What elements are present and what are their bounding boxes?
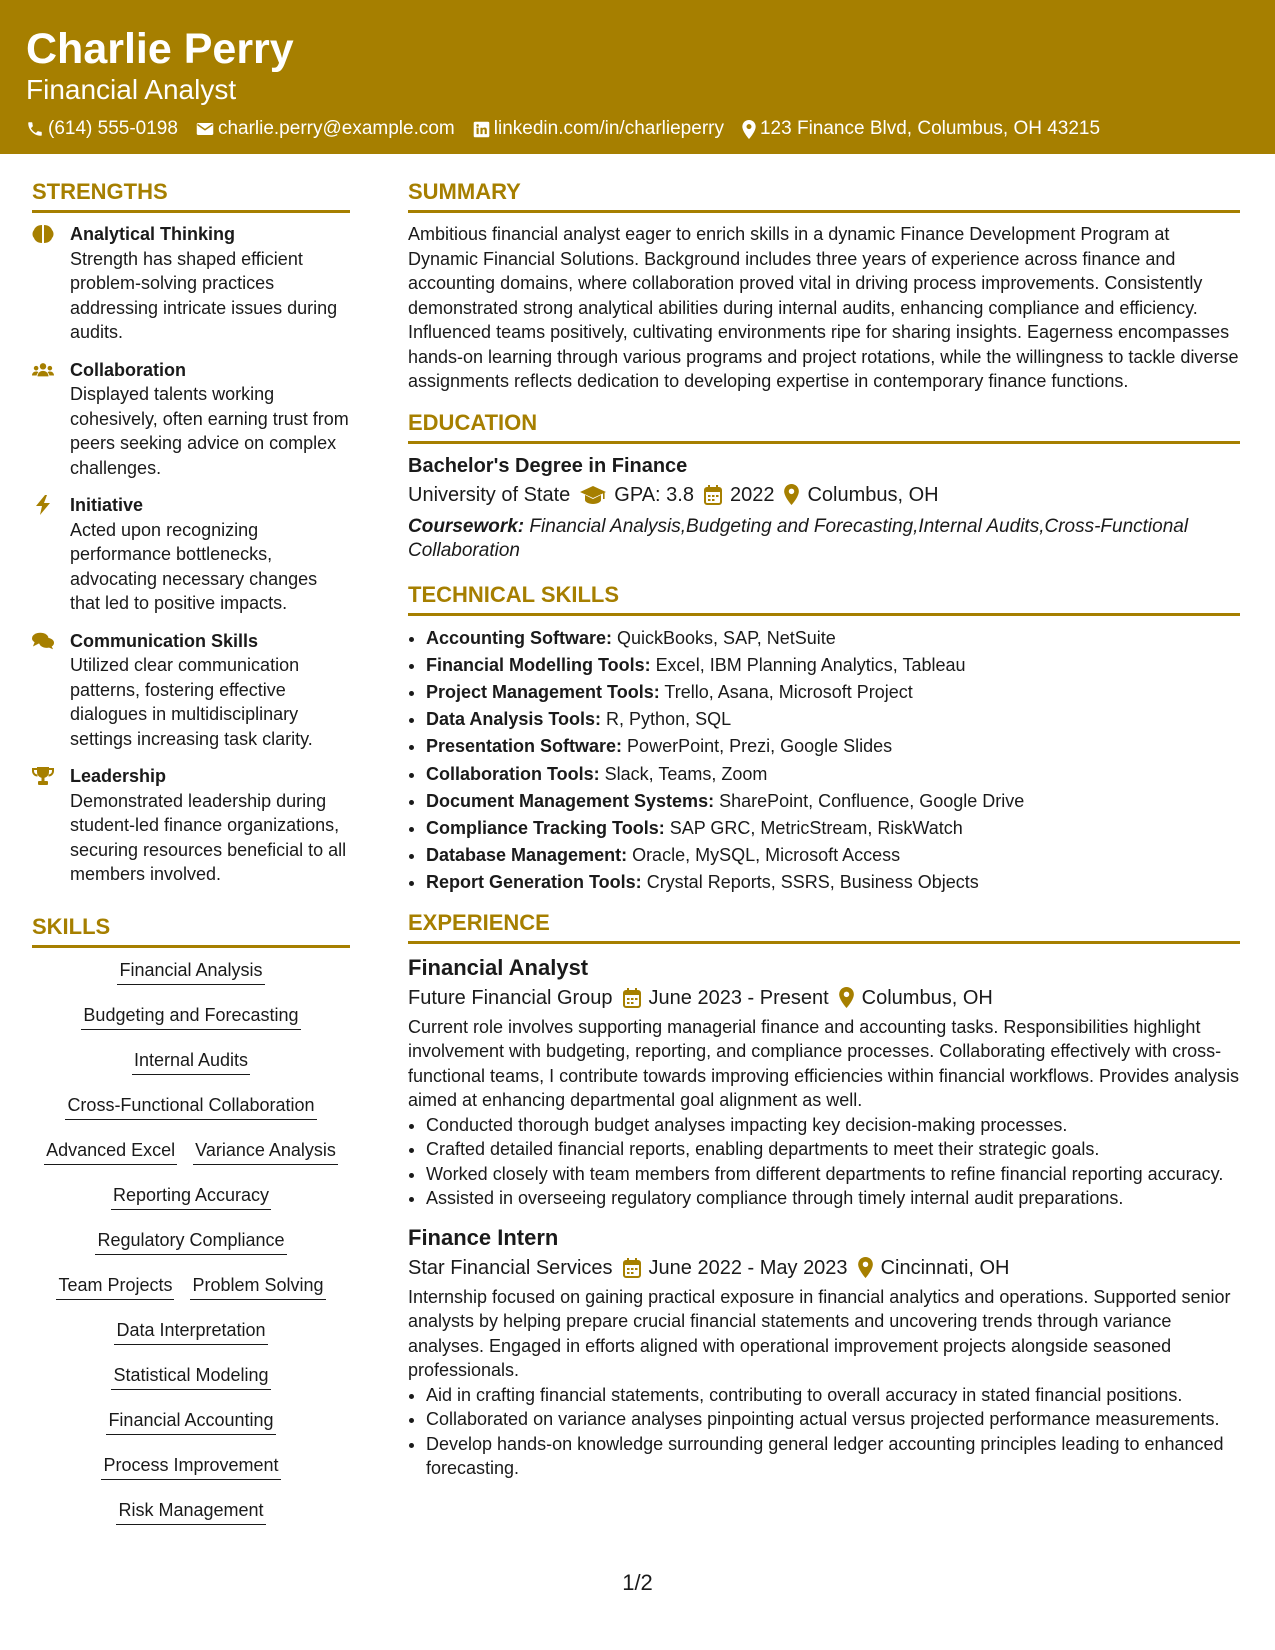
tech-value: Excel, IBM Planning Analytics, Tableau — [650, 654, 966, 675]
tech-value: R, Python, SQL — [601, 709, 732, 730]
skill-tag: Regulatory Compliance — [95, 1228, 286, 1255]
list-item: • Conducted thorough budget analyses impacting key decision-making processes. — [426, 1113, 1240, 1138]
skill-tag: Budgeting and Forecasting — [81, 1003, 300, 1030]
comments-icon — [32, 631, 54, 651]
strength-title: Initiative — [70, 495, 144, 515]
job-description: Internship focused on gaining practical exposure in financial analytics and operations. Supported senior analysts by helping prepare crucial financial statements and uncovering trends through variance analyses. Engaged in efforts aligned with operational improvement projects alongside seasoned professionals. — [408, 1286, 1231, 1381]
left-column — [32, 178, 350, 1543]
job-title: Financial Analyst — [408, 954, 589, 980]
map-marker-icon — [858, 1257, 873, 1278]
skill-tag: Data Interpretation — [114, 1318, 267, 1345]
skill-tag: Statistical Modeling — [111, 1363, 270, 1390]
coursework-label: Coursework: — [408, 515, 525, 537]
tech-value: Trello, Asana, Microsoft Project — [659, 681, 913, 702]
tech-label: Report Generation Tools: — [426, 872, 642, 893]
degree-title: Bachelor's Degree in Finance — [408, 454, 688, 477]
list-item — [426, 679, 1240, 706]
page-number: 1/2 — [622, 1570, 653, 1595]
skill-tag: Cross-Functional Collaboration — [65, 1093, 316, 1120]
skill-tag: Internal Audits — [132, 1048, 250, 1075]
tech-value: SharePoint, Confluence, Google Drive — [714, 790, 1025, 811]
skill-tag: Financial Accounting — [106, 1408, 275, 1435]
map-marker-icon — [784, 484, 799, 505]
tech-label: Financial Modelling Tools: — [426, 654, 651, 675]
list-item: • Worked closely with team members from different departments to refine financial reporting accuracy. — [426, 1162, 1240, 1187]
contact-phone[interactable] — [26, 118, 178, 140]
summary-text: Ambitious financial analyst eager to enrich skills in a dynamic Finance Development Program at Dynamic Financial Solutions. Background includes three years of experience across finance and accounting domains, where collaboration proved vital in driving process improvements. Consistently demonstrated strong analytical abilities during internal audits, enhancing compliance and efficiency. Influenced teams positively, cultivating environments ripe for sharing insights. Eagerness encompasses hands-on learning through various programs and project rotations, while the willingness to tackle diverse assignments reflects dedication to developing expertise in contemporary finance functions. — [408, 224, 1239, 391]
tech-value: SAP GRC, MetricStream, RiskWatch — [664, 817, 963, 838]
job-dates: June 2023 - Present — [648, 986, 829, 1009]
job-location: Cincinnati, OH — [880, 1256, 1010, 1279]
list-item — [426, 652, 1240, 679]
strength-title: Leadership — [70, 766, 167, 786]
tech-label: Data Analysis Tools: — [426, 709, 602, 730]
skill-tag: Problem Solving — [190, 1273, 325, 1300]
list-item: • Assisted in overseeing regulatory compliance through timely internal audit preparations. — [426, 1186, 1240, 1211]
tech-label: Accounting Software: — [426, 627, 613, 648]
contact-address — [742, 118, 1100, 140]
job-title: Finance Intern — [408, 1224, 559, 1250]
email-text: charlie.perry@example.com — [217, 118, 455, 139]
phone-icon — [26, 120, 44, 138]
graduation-year: 2022 — [729, 483, 775, 506]
trophy-icon — [32, 766, 54, 786]
skill-tag: Team Projects — [56, 1273, 174, 1300]
strength-desc: Demonstrated leadership during student-led finance organizations, securing resources beneficial to all members involved. — [70, 790, 347, 884]
job-entry — [408, 1223, 1240, 1481]
strength-desc: Displayed talents working cohesively, often earning trust from peers seeking advice on complex challenges. — [70, 384, 349, 478]
phone-text: (614) 555-0198 — [48, 118, 178, 139]
tech-value: PowerPoint, Prezi, Google Slides — [622, 736, 893, 757]
education-heading: EDUCATION — [408, 409, 1240, 444]
job-location: Columbus, OH — [861, 986, 993, 1009]
right-column — [408, 178, 1240, 1493]
strength-title: Analytical Thinking — [70, 224, 236, 244]
strength-title: Communication Skills — [70, 630, 259, 651]
map-marker-icon — [742, 120, 756, 139]
map-marker-icon — [839, 987, 854, 1008]
skill-tag: Risk Management — [116, 1498, 265, 1525]
tech-label: Project Management Tools: — [426, 681, 660, 702]
address-text: 123 Finance Blvd, Columbus, OH 43215 — [759, 118, 1101, 139]
strength-item — [32, 764, 350, 887]
job-description: Current role involves supporting managerial finance and accounting tasks. Responsibilities highlight involvement with budgeting, reporting, and compliance processes. Collaborating effectively with cross-functional teams, I contribute towards improving efficiencies within financial workflows. Provides analysis aimed at enhancing departmental goal alignment as well. — [408, 1016, 1240, 1111]
technical-skills-list — [408, 625, 1240, 897]
brain-icon — [32, 224, 54, 244]
list-item: • Develop hands-on knowledge surrounding general ledger accounting principles leading to enhanced forecasting. — [426, 1432, 1240, 1481]
education-location: Columbus, OH — [807, 483, 939, 506]
tech-value: Crystal Reports, SSRS, Business Objects — [641, 872, 979, 893]
strength-desc: Acted upon recognizing performance bottlenecks, advocating necessary changes that led to positive impacts. — [70, 519, 318, 613]
calendar-icon — [623, 988, 641, 1008]
tech-label: Collaboration Tools: — [426, 763, 600, 784]
users-icon — [32, 360, 54, 380]
skill-tag: Process Improvement — [101, 1453, 280, 1480]
skill-tag: Financial Analysis — [117, 958, 264, 985]
list-item: • Collaborated on variance analyses pinpointing actual versus projected performance measurements. — [426, 1407, 1240, 1432]
candidate-role: Financial Analyst — [26, 74, 237, 105]
education-meta — [408, 480, 1240, 510]
job-entry — [408, 953, 1240, 1211]
strength-desc: Strength has shaped efficient problem-solving practices addressing intricate issues during audits. — [70, 248, 338, 342]
resume-header — [0, 0, 1275, 154]
tech-value: QuickBooks, SAP, NetSuite — [612, 627, 836, 648]
list-item: • Aid in crafting financial statements, contributing to overall accuracy in stated financial positions. — [426, 1383, 1240, 1408]
strength-item — [32, 222, 350, 345]
list-item — [426, 788, 1240, 815]
strength-item — [32, 358, 350, 481]
company-name: Star Financial Services — [408, 1256, 613, 1279]
company-name: Future Financial Group — [408, 986, 613, 1009]
contact-linkedin[interactable] — [473, 118, 724, 140]
gpa-text: GPA: 3.8 — [614, 483, 694, 506]
skill-tag: Reporting Accuracy — [111, 1183, 271, 1210]
experience-heading: EXPERIENCE — [408, 909, 1240, 944]
school-name: University of State — [408, 483, 571, 506]
skills-list — [32, 958, 350, 1543]
candidate-name: Charlie Perry — [26, 25, 294, 73]
bolt-icon — [32, 495, 54, 515]
graduation-cap-icon — [580, 486, 606, 504]
strength-desc: Utilized clear communication patterns, fostering effective dialogues in multidisciplinary settings increasing task clarity. — [70, 655, 313, 749]
strength-title: Collaboration — [70, 359, 186, 380]
job-meta — [408, 1253, 1240, 1283]
job-dates: June 2022 - May 2023 — [648, 1256, 848, 1279]
list-item — [426, 815, 1240, 842]
linkedin-text: linkedin.com/in/charlieperry — [493, 118, 724, 139]
tech-value: Slack, Teams, Zoom — [599, 763, 768, 784]
coursework-list: Financial Analysis,Budgeting and Forecasting,Internal Audits,Cross-Functional Collaboration — [408, 515, 1189, 561]
summary-heading: SUMMARY — [408, 178, 1240, 213]
contact-email[interactable] — [196, 118, 455, 140]
tech-value: Oracle, MySQL, Microsoft Access — [627, 845, 901, 866]
coursework — [408, 515, 1240, 563]
linkedin-icon — [473, 121, 490, 138]
list-item — [426, 869, 1240, 896]
list-item — [426, 842, 1240, 869]
tech-label: Document Management Systems: — [426, 790, 715, 811]
contact-bar — [26, 114, 1118, 144]
skill-tag: Advanced Excel — [44, 1138, 177, 1165]
tech-label: Database Management: — [426, 845, 628, 866]
list-item: • Crafted detailed financial reports, enabling departments to meet their strategic goals. — [426, 1137, 1240, 1162]
skills-heading: SKILLS — [32, 913, 350, 948]
technical-skills-heading: TECHNICAL SKILLS — [408, 581, 1240, 616]
calendar-icon — [623, 1258, 641, 1278]
list-item — [426, 761, 1240, 788]
skill-tag: Variance Analysis — [193, 1138, 338, 1165]
calendar-icon — [704, 485, 722, 505]
tech-label: Presentation Software: — [426, 736, 623, 757]
strengths-heading: STRENGTHS — [32, 178, 350, 213]
envelope-icon — [196, 121, 214, 137]
list-item — [426, 733, 1240, 760]
strength-item — [32, 493, 350, 616]
tech-label: Compliance Tracking Tools: — [426, 817, 665, 838]
list-item — [426, 625, 1240, 652]
strength-item — [32, 629, 350, 752]
list-item — [426, 706, 1240, 733]
job-meta — [408, 983, 1240, 1013]
